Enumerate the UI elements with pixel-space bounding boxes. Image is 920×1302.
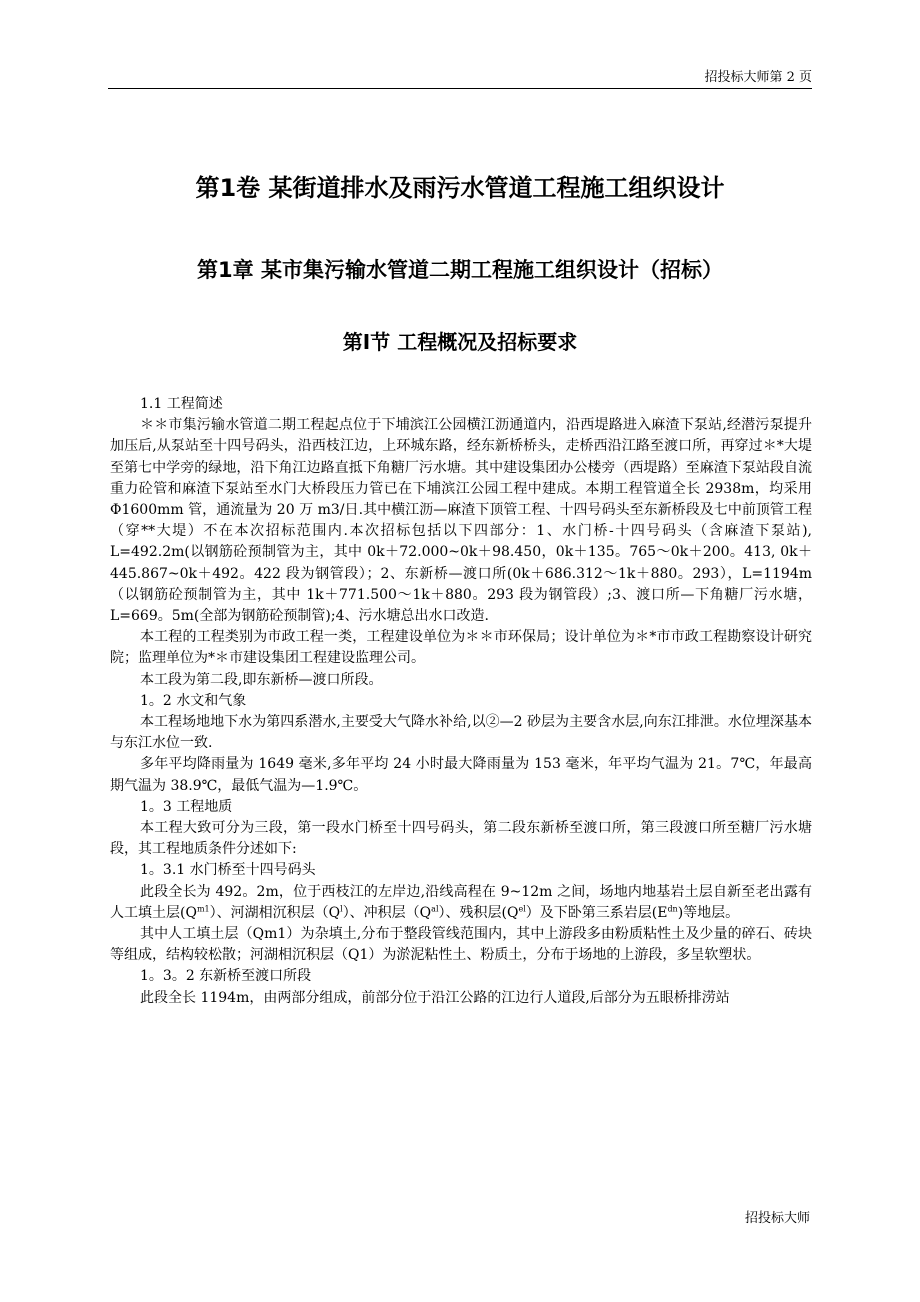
paragraph: 本工程大致可分为三段，第一段水门桥至十四号码头，第二段东新桥至渡口所，第三段渡口所至糖厂污水塘段，其工程地质条件分述如下: xyxy=(110,820,812,858)
subsection-heading: 1。3。2 东新桥至渡口所段 xyxy=(140,968,312,985)
text-run: ）、冲积层（Q xyxy=(342,904,432,921)
chapter-title: 第1章 某市集污输水管道二期工程施工组织设计（招标） xyxy=(197,258,723,282)
text-run: ）及下卧第三系岩层(E xyxy=(525,904,668,921)
paragraph: 此段全长 1194m，由两部分组成，前部分位于沿江公路的江边行人道段,后部分为五眼桥排涝站 xyxy=(140,989,730,1006)
subsection-heading: 1。2 水文和气象 xyxy=(140,692,247,709)
superscript: el xyxy=(518,904,526,914)
page-header xyxy=(108,56,812,89)
document-body xyxy=(110,394,812,1009)
paragraph: 本工段为第二段,即东新桥—渡口所段。 xyxy=(140,671,383,688)
subsection-heading: 1。3.1 水门桥至十四号码头 xyxy=(140,862,316,879)
superscript: dn xyxy=(667,904,678,914)
text-run: ）、残积层(Q xyxy=(438,904,519,921)
paragraph: 本工程场地地下水为第四系潜水,主要受大气降水补给,以②—2 砂层为主要含水层,向东江排泄。水位埋深基本与东江水位一致. xyxy=(110,714,812,752)
text-run: )等地层。 xyxy=(677,904,740,921)
paragraph: 其中人工填土层（Qm1）为杂填土,分布于整段管线范围内，其中上游段多由粉质粘性土及少量的碎石、砖块等组成，结构较松散；河湖相沉积层（Q1）为淤泥粘性土、粉质土，分布于场地的上游段，多呈软塑状。 xyxy=(110,926,812,964)
superscript: al xyxy=(431,904,439,914)
subsection-heading: 1.1 工程简述 xyxy=(140,396,223,412)
text-run: 此段全长为 492。2m，位于西枝江的左岸边,沿线高程在 9~12m 之间，场地内地基岩土层自新至老出露有人工填土层(Q xyxy=(110,883,812,921)
paragraph: ＊＊市集污输水管道二期工程起点位于下埔滨江公园横江沥通道内，沿西堤路进入麻渣下泵站,经潜污泵提升加压后,从泵站至十四号码头，沿西枝江边，上环城东路，经东新桥桥头，走桥西沿江路至渡口所，再穿过＊*大堤至第七中学旁的绿地，沿下角江边路直抵下角糖厂污水塘。其中建设集团办公楼旁（西堤路）至麻渣下泵站段自流重力砼管和麻渣下泵站至水门大桥段压力管已在下埔滨江公园工程中建成。本期工程管道全长 2938m，均采用Φ1600mm 管，通流量为 20 万 m3/日.其中横江沥—麻渣下顶管工程、十四号码头至东新桥段及七中前顶管工程（穿**大堤）不在本次招标范围内.本次招标包括以下四部分：1、水门桥-十四号码头（含麻渣下泵站), L=492.2m(以钢筋砼预制管为主，其中 0k＋72.000~0k＋98.450，0k＋135。765～0k＋200。413, 0k＋445.867~0k＋492。422 段为钢管段）；2、东新桥—渡口所(0k＋686.312～1k＋880。293），L=1194m（以钢筋砼预制管为主，其中 1k＋771.500～1k＋880。293 段为钢管段）;3、渡口所—下角糖厂污水塘，L=669。5m(全部为钢筋砼预制管);4、污水塘总出水口改造. xyxy=(110,417,812,625)
subsection-heading: 1。3 工程地质 xyxy=(140,798,233,815)
paragraph: 本工程的工程类别为市政工程一类，工程建设单位为＊＊市环保局；设计单位为＊*市市政工程勘察设计研究院；监理单位为*＊市建设集团工程建设监理公司。 xyxy=(110,629,812,667)
page-footer: 招投标大师 xyxy=(744,1211,810,1226)
header-text: 招投标大师第 2 页 xyxy=(704,70,812,85)
paragraph xyxy=(110,882,812,924)
volume-title: 第1卷 某街道排水及雨污水管道工程施工组织设计 xyxy=(195,174,725,202)
superscript: m1 xyxy=(196,904,210,914)
paragraph: 多年平均降雨量为 1649 毫米,多年平均 24 小时最大降雨量为 153 毫米，年平均气温为 21。7℃，年最高期气温为 38.9℃，最低气温为—1.9℃。 xyxy=(110,756,812,794)
text-run: ）、河湖相沉积层（Q xyxy=(209,904,341,921)
section-title: 第I节 工程概况及招标要求 xyxy=(342,330,578,354)
superscript: l xyxy=(340,904,343,914)
